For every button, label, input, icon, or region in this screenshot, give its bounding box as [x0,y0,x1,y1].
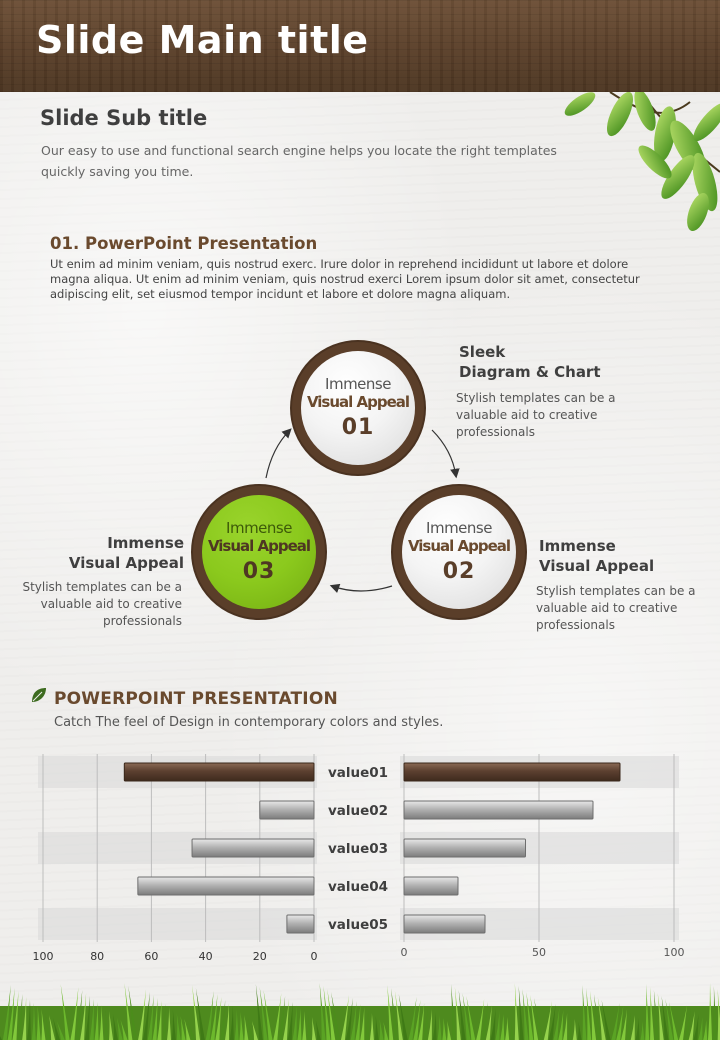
right-bar-value04 [404,877,458,895]
bar-charts [0,740,720,970]
caption-02-head1: Immense [539,537,616,555]
arrow-02-to-03 [332,586,392,591]
cycle-diagram [0,330,720,650]
caption-03-text3: professionals [103,614,182,628]
left-tick-100: 100 [32,950,54,963]
sub-title: Slide Sub title [40,106,208,130]
left-bar-value02 [260,801,314,819]
circle-03-line2: Visual Appeal [207,537,311,555]
caption-01-head2: Diagram & Chart [459,363,601,381]
section1-body: Ut enim ad minim veniam, quis nostrud exerc. Irure dolor in reprehend incididunt ut labore et dolore magna aliqua. Ut enim ad minim veniam, quis nostrud exerci Lorem ipsum dolor sit amet, consectetur adipiscing elit, set eiusmod tempor incidunt et labore et dolore magna aliquam. [50,257,640,301]
caption-03-text1: Stylish templates can be a [22,580,182,594]
cycle-circle-03 [191,484,327,620]
circle-02-line2: Visual Appeal [407,537,511,555]
caption-02-heading [539,536,654,576]
cycle-circle-02 [391,484,527,620]
right-tick-50: 50 [532,946,546,959]
caption-02-text3: professionals [536,618,615,632]
left-bar-value04 [138,877,314,895]
category-label-value01: value01 [327,765,389,781]
left-tick-40: 40 [198,950,213,963]
circle-02-number: 02 [442,559,476,584]
caption-02-text1: Stylish templates can be a [536,584,696,598]
caption-01-text2: valuable aid to creative [456,408,598,422]
caption-01-head1: Sleek [459,343,506,361]
left-tick-80: 80 [90,950,105,963]
section1-title: 01. PowerPoint Presentation [50,234,318,253]
left-tick-0: 0 [310,950,318,963]
main-title: Slide Main title [36,18,369,62]
caption-03-text [22,579,182,630]
caption-02-head2: Visual Appeal [539,557,655,575]
caption-01-text3: professionals [456,425,535,439]
sub-description: Our easy to use and functional search engine helps you locate the right templates quickly saving you time. [41,143,557,179]
right-tick-100: 100 [663,946,685,959]
caption-02-text [536,583,696,634]
circle-02-line1: Immense [426,519,492,537]
caption-01-text [456,390,616,441]
caption-03-heading [69,533,184,573]
circle-03-number: 03 [242,559,276,584]
category-label-value04: value04 [327,879,389,895]
left-bar-value03 [192,839,314,857]
caption-03-text2: valuable aid to creative [40,597,182,611]
leaf-icon [30,686,48,704]
right-bar-value01 [404,763,620,781]
circle-03-line1: Immense [226,519,292,537]
arrow-01-to-02 [432,430,456,476]
left-tick-20: 20 [252,950,267,963]
caption-01-heading [459,342,601,382]
left-bar-value01 [124,763,314,781]
caption-01-text1: Stylish templates can be a [456,391,616,405]
caption-02-text2: valuable aid to creative [536,601,678,615]
section2-description: Catch The feel of Design in contemporary colors and styles. [54,715,444,730]
section2-title: POWERPOINT PRESENTATION [54,689,338,709]
cycle-circle-01 [290,340,426,476]
circle-01-line1: Immense [325,375,391,393]
left-bar-value05 [287,915,314,933]
circle-01-line2: Visual Appeal [306,393,410,411]
circle-01-number: 01 [341,415,375,440]
right-bar-value03 [404,839,526,857]
category-label-value02: value02 [327,803,389,819]
right-tick-0: 0 [400,946,408,959]
right-bar-value02 [404,801,593,819]
header-bar [0,0,720,92]
caption-03-head2: Visual Appeal [68,554,184,572]
grass-decoration [0,972,720,1040]
category-label-value03: value03 [327,841,389,857]
caption-03-head1: Immense [107,534,184,552]
category-label-value05: value05 [327,917,389,933]
left-band-5 [38,908,317,940]
right-bar-value05 [404,915,485,933]
left-tick-60: 60 [144,950,159,963]
arrow-03-to-01 [266,430,290,478]
